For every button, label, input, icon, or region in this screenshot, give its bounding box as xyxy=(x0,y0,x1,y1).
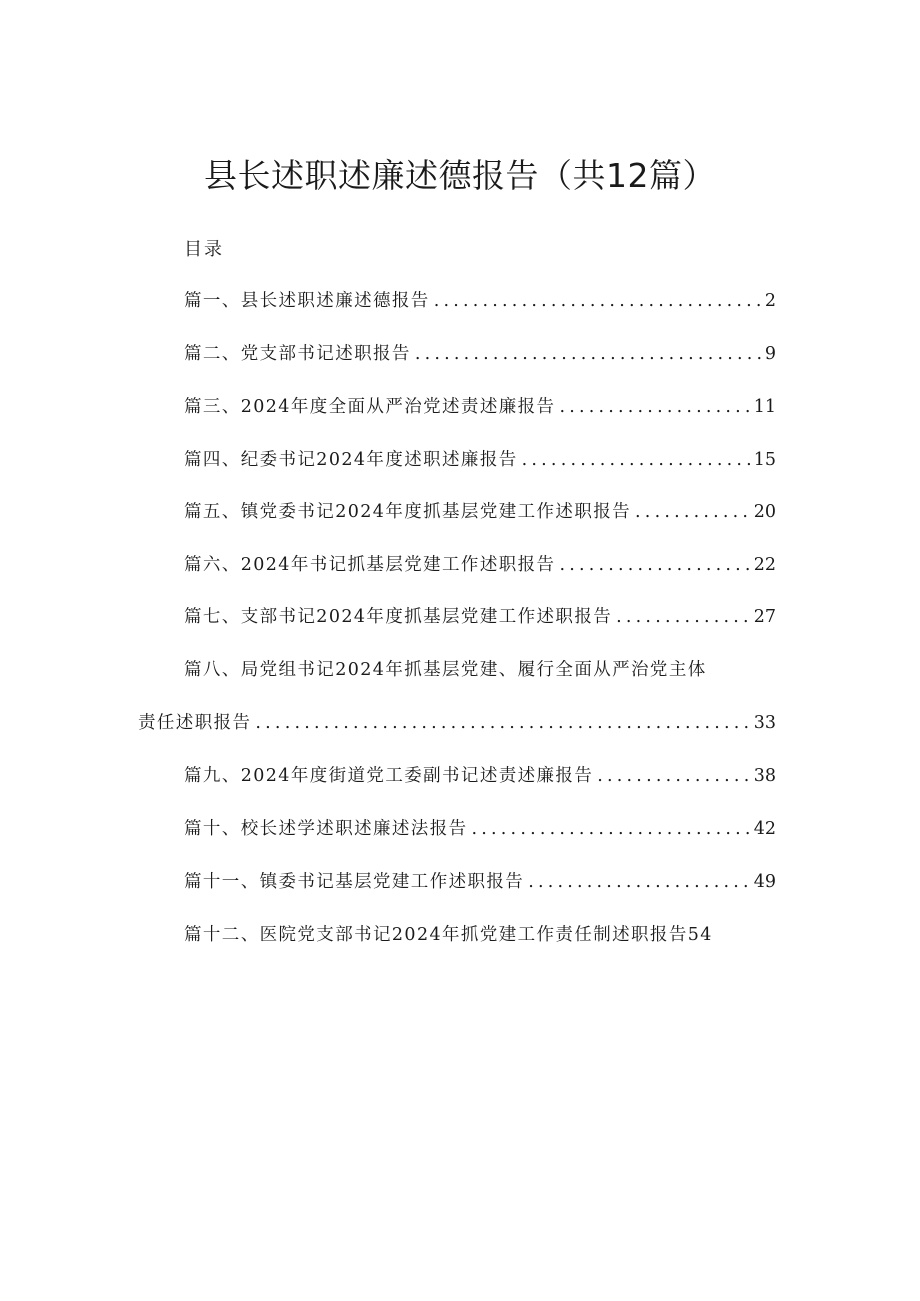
toc-leader-dots xyxy=(255,713,749,733)
toc-entry[interactable] xyxy=(184,921,713,947)
toc-entry[interactable] xyxy=(184,603,776,629)
toc-entry[interactable] xyxy=(184,815,776,841)
toc-entry-title: 篇七、支部书记2024年度抓基层党建工作述职报告 xyxy=(184,607,613,627)
toc-entry-page: 2 xyxy=(764,291,776,311)
toc-entry-page: 15 xyxy=(753,450,776,470)
toc-leader-dots xyxy=(616,607,750,627)
toc-entry[interactable] xyxy=(184,551,776,577)
toc-entry[interactable] xyxy=(184,656,707,682)
toc-leader-dots xyxy=(559,397,749,417)
toc-entry-title: 篇六、2024年书记抓基层党建工作述职报告 xyxy=(184,555,556,575)
toc-entry-title: 篇四、纪委书记2024年度述职述廉报告 xyxy=(184,450,518,470)
toc-entry[interactable] xyxy=(184,498,776,524)
toc-leader-dots xyxy=(472,819,750,839)
toc-leader-dots xyxy=(528,872,750,892)
toc-leader-dots xyxy=(559,555,749,575)
toc-entry-title: 篇九、2024年度街道党工委副书记述责述廉报告 xyxy=(184,766,594,786)
toc-entry[interactable] xyxy=(184,340,776,366)
toc-entry-page: 11 xyxy=(753,397,776,417)
toc-entry[interactable] xyxy=(184,287,776,313)
toc-entry-page: 20 xyxy=(753,502,776,522)
toc-entry-page: 38 xyxy=(753,766,776,786)
toc-entry-continuation[interactable] xyxy=(138,709,776,735)
toc-entry-page: 42 xyxy=(753,819,776,839)
toc-entry[interactable] xyxy=(184,868,776,894)
toc-leader-dots xyxy=(434,291,761,311)
toc-entry-page: 22 xyxy=(753,555,776,575)
toc-entry-title: 篇十二、医院党支部书记2024年抓党建工作责任制述职报告54 xyxy=(184,925,713,945)
toc-entry-title: 篇十、校长述学述职述廉述法报告 xyxy=(184,819,468,839)
toc-entry[interactable] xyxy=(184,446,776,472)
toc-entry-title: 篇三、2024年度全面从严治党述责述廉报告 xyxy=(184,397,556,417)
document-title: 县长述职述廉述德报告（共12篇） xyxy=(204,156,716,195)
toc-leader-dots xyxy=(415,344,761,364)
toc-leader-dots xyxy=(635,502,750,522)
toc-entry-page: 9 xyxy=(764,344,776,364)
toc-leader-dots xyxy=(522,450,750,470)
toc-entry-page: 49 xyxy=(753,872,776,892)
toc-entry[interactable] xyxy=(184,393,776,419)
toc-entry-page: 33 xyxy=(753,713,776,733)
toc-entry[interactable] xyxy=(184,762,776,788)
toc-entry-page: 27 xyxy=(753,607,776,627)
toc-leader-dots xyxy=(597,766,749,786)
toc-entry-title: 篇一、县长述职述廉述德报告 xyxy=(184,291,430,311)
toc-entry-title-continued: 责任述职报告 xyxy=(138,713,252,733)
toc-entry-title: 篇八、局党组书记2024年抓基层党建、履行全面从严治党主体 xyxy=(184,660,707,680)
toc-heading: 目录 xyxy=(184,239,224,260)
toc-entry-title: 篇五、镇党委书记2024年度抓基层党建工作述职报告 xyxy=(184,502,632,522)
toc-entry-title: 篇二、党支部书记述职报告 xyxy=(184,344,411,364)
toc-entry-title: 篇十一、镇委书记基层党建工作述职报告 xyxy=(184,872,525,892)
